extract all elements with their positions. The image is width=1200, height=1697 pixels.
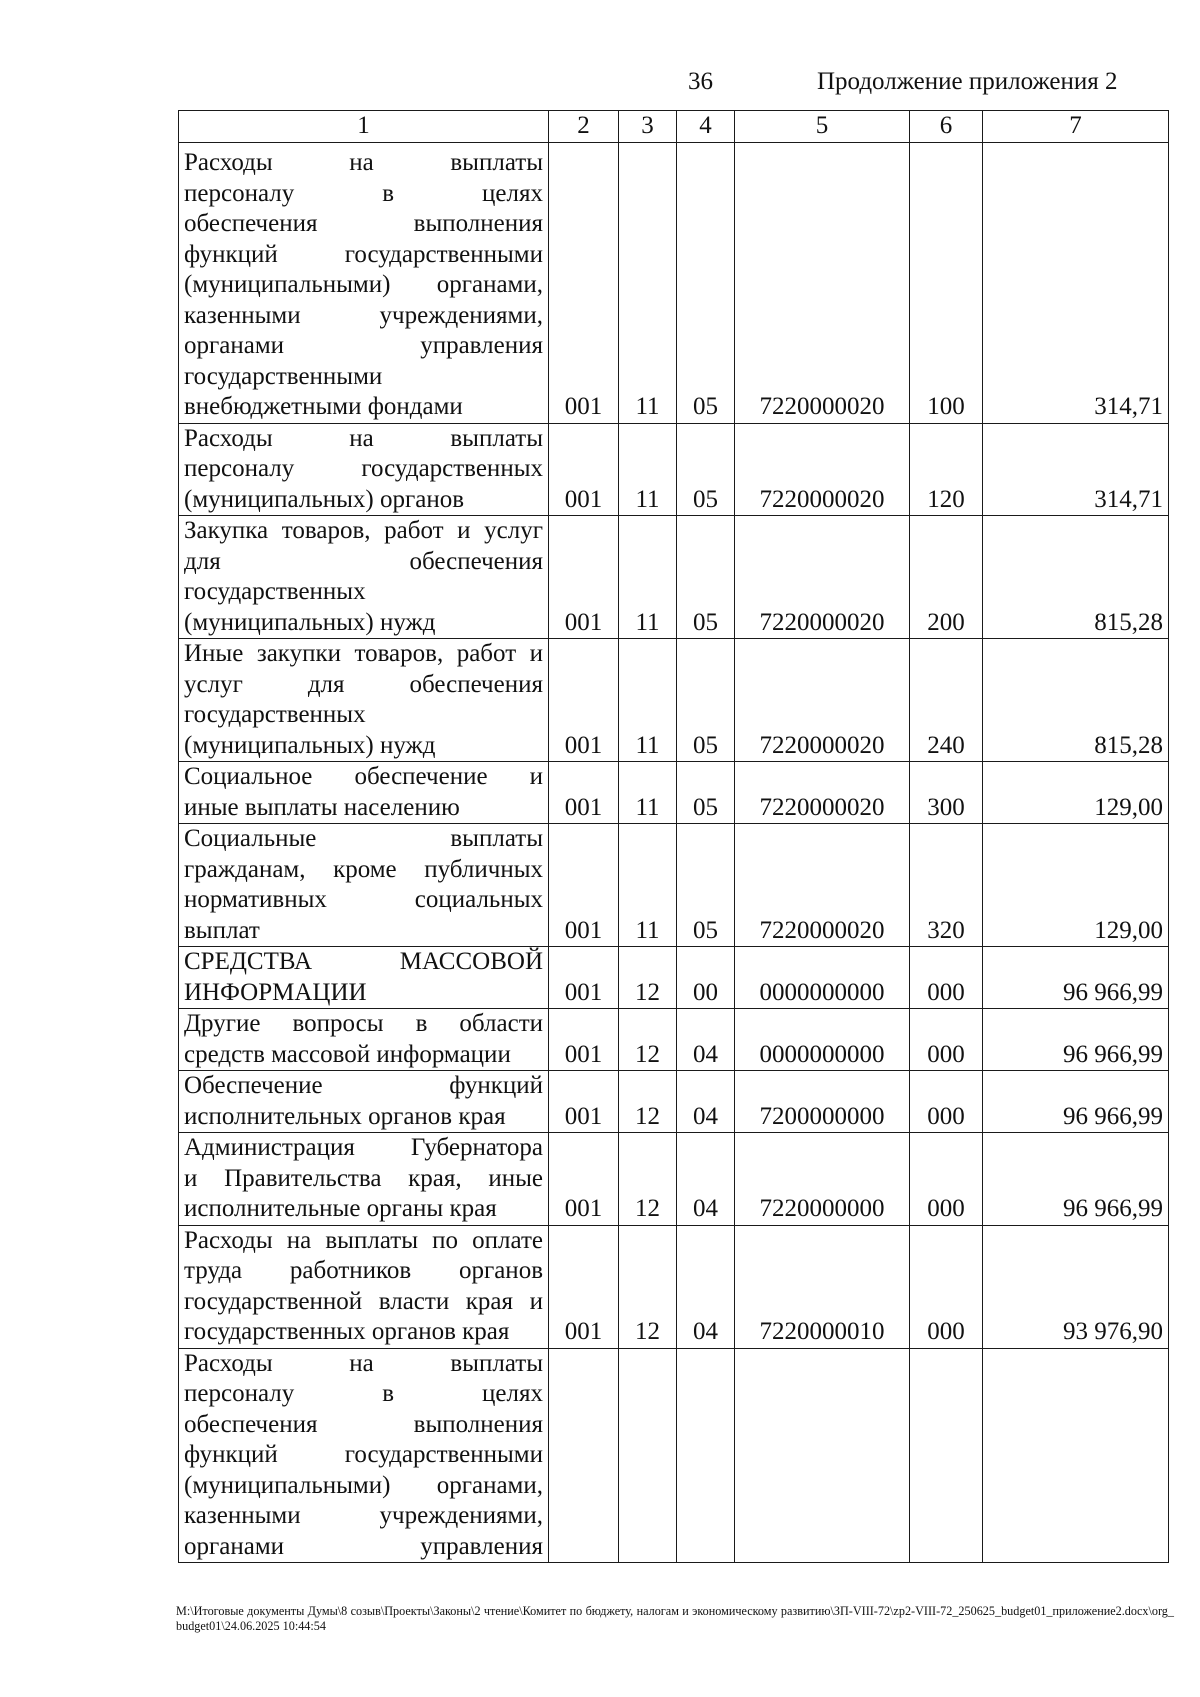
expense-name-line: функций государственными xyxy=(184,1441,543,1468)
subsection-code-cell: 05 xyxy=(677,762,735,824)
subsection-code-cell xyxy=(677,1348,735,1563)
target-article-cell: 7220000000 xyxy=(735,1133,910,1226)
subsection-code-cell: 00 xyxy=(677,947,735,1009)
column-header: 5 xyxy=(735,111,910,143)
target-article-cell: 7200000000 xyxy=(735,1071,910,1133)
expense-name-line: казенными учреждениями, xyxy=(184,1502,543,1529)
expense-type-cell: 200 xyxy=(910,516,983,639)
section-code-cell: 12 xyxy=(619,1009,677,1071)
target-article-cell: 7220000020 xyxy=(735,516,910,639)
amount-cell: 314,71 xyxy=(983,423,1169,516)
expense-name-line: иные выплаты населению xyxy=(184,793,460,821)
table-row xyxy=(179,516,1169,639)
subsection-code-cell: 04 xyxy=(677,1225,735,1348)
expense-name-cell xyxy=(179,762,549,824)
target-article-cell: 7220000020 xyxy=(735,142,910,423)
section-code-cell: 11 xyxy=(619,142,677,423)
ministry-code-cell: 001 xyxy=(549,762,619,824)
expense-name-line: Другие вопросы в области xyxy=(184,1010,543,1037)
expense-name-line: Расходы на выплаты xyxy=(184,1349,543,1377)
amount-cell: 815,28 xyxy=(983,639,1169,762)
section-code-cell: 11 xyxy=(619,423,677,516)
expense-name-line: персоналу в целях xyxy=(184,179,543,207)
expense-name-line: труда работников органов xyxy=(184,1257,543,1284)
section-code-cell: 12 xyxy=(619,1071,677,1133)
expense-name-line: органами управления xyxy=(184,332,543,359)
ministry-code-cell: 001 xyxy=(549,639,619,762)
expense-name-cell xyxy=(179,1009,549,1071)
ministry-code-cell: 001 xyxy=(549,1225,619,1348)
expense-type-cell: 000 xyxy=(910,1009,983,1071)
expense-type-cell: 000 xyxy=(910,1071,983,1133)
page-number: 36 xyxy=(688,68,713,95)
budget-table xyxy=(178,110,1169,1563)
amount-cell: 93 976,90 xyxy=(983,1225,1169,1348)
expense-name-line: внебюджетными фондами xyxy=(184,393,463,420)
amount-cell: 129,00 xyxy=(983,762,1169,824)
section-code-cell: 12 xyxy=(619,1225,677,1348)
target-article-cell xyxy=(735,1348,910,1563)
amount-cell xyxy=(983,1348,1169,1563)
expense-name-line: государственными xyxy=(184,362,383,390)
target-article-cell: 0000000000 xyxy=(735,947,910,1009)
expense-type-cell: 000 xyxy=(910,947,983,1009)
amount-cell: 96 966,99 xyxy=(983,947,1169,1009)
expense-name-line: исполнительные органы края xyxy=(184,1195,497,1222)
expense-name-line: выплат xyxy=(184,916,260,944)
expense-name-cell xyxy=(179,1071,549,1133)
ministry-code-cell: 001 xyxy=(549,142,619,423)
table-row xyxy=(179,1133,1169,1226)
amount-cell: 96 966,99 xyxy=(983,1133,1169,1226)
expense-name-line: государственных xyxy=(184,701,366,728)
expense-name-cell xyxy=(179,947,549,1009)
amount-cell: 96 966,99 xyxy=(983,1071,1169,1133)
ministry-code-cell: 001 xyxy=(549,516,619,639)
expense-name-cell xyxy=(179,142,549,423)
expense-name-line: Администрация Губернатора xyxy=(184,1134,543,1161)
column-header: 1 xyxy=(179,111,549,143)
expense-name-line: (муниципальными) органами, xyxy=(184,271,543,298)
expense-name-line: персоналу в целях xyxy=(184,1380,543,1407)
expense-type-cell: 000 xyxy=(910,1225,983,1348)
section-code-cell: 11 xyxy=(619,516,677,639)
subsection-code-cell: 05 xyxy=(677,639,735,762)
section-code-cell: 11 xyxy=(619,824,677,947)
target-article-cell: 0000000000 xyxy=(735,1009,910,1071)
column-header: 2 xyxy=(549,111,619,143)
target-article-cell: 7220000020 xyxy=(735,639,910,762)
expense-name-cell xyxy=(179,824,549,947)
expense-name-line: гражданам, кроме публичных xyxy=(184,855,543,883)
ministry-code-cell: 001 xyxy=(549,947,619,1009)
target-article-cell: 7220000020 xyxy=(735,762,910,824)
ministry-code-cell: 001 xyxy=(549,1133,619,1226)
amount-cell: 96 966,99 xyxy=(983,1009,1169,1071)
table-row xyxy=(179,1348,1169,1563)
table-row xyxy=(179,1225,1169,1348)
ministry-code-cell: 001 xyxy=(549,1009,619,1071)
expense-type-cell: 320 xyxy=(910,824,983,947)
expense-type-cell: 120 xyxy=(910,423,983,516)
target-article-cell: 7220000020 xyxy=(735,423,910,516)
table-row xyxy=(179,639,1169,762)
ministry-code-cell: 001 xyxy=(549,423,619,516)
expense-name-line: обеспечения выполнения xyxy=(184,210,543,237)
expense-name-line: казенными учреждениями, xyxy=(184,301,543,329)
expense-name-line: услуг для обеспечения xyxy=(184,670,543,698)
expense-name-line: государственных xyxy=(184,578,366,605)
expense-name-line: государственных органов края xyxy=(184,1318,510,1345)
expense-name-cell xyxy=(179,1225,549,1348)
expense-name-cell xyxy=(179,1133,549,1226)
subsection-code-cell: 04 xyxy=(677,1133,735,1226)
expense-name-cell xyxy=(179,516,549,639)
table-row xyxy=(179,762,1169,824)
expense-name-line: и Правительства края, иные xyxy=(184,1164,543,1192)
expense-name-line: (муниципальных) нужд xyxy=(184,731,436,759)
column-header: 7 xyxy=(983,111,1169,143)
table-row xyxy=(179,1009,1169,1071)
expense-name-cell xyxy=(179,1348,549,1563)
ministry-code-cell: 001 xyxy=(549,1071,619,1133)
expense-name-cell xyxy=(179,639,549,762)
expense-name-line: СРЕДСТВА МАССОВОЙ xyxy=(184,948,543,975)
expense-type-cell: 300 xyxy=(910,762,983,824)
expense-name-line: Расходы на выплаты по оплате xyxy=(184,1226,543,1254)
expense-type-cell: 240 xyxy=(910,639,983,762)
amount-cell: 129,00 xyxy=(983,824,1169,947)
expense-name-cell xyxy=(179,423,549,516)
expense-name-line: Расходы на выплаты xyxy=(184,424,543,452)
expense-name-line: персоналу государственных xyxy=(184,455,543,482)
table-row xyxy=(179,423,1169,516)
expense-type-cell: 000 xyxy=(910,1133,983,1226)
expense-name-line: органами управления xyxy=(184,1532,543,1560)
amount-cell: 314,71 xyxy=(983,142,1169,423)
column-header: 3 xyxy=(619,111,677,143)
header-row xyxy=(179,111,1169,143)
expense-type-cell xyxy=(910,1348,983,1563)
ministry-code-cell: 001 xyxy=(549,824,619,947)
expense-name-line: (муниципальными) органами, xyxy=(184,1471,543,1499)
subsection-code-cell: 04 xyxy=(677,1009,735,1071)
target-article-cell: 7220000010 xyxy=(735,1225,910,1348)
subsection-code-cell: 04 xyxy=(677,1071,735,1133)
section-code-cell: 11 xyxy=(619,762,677,824)
table-row xyxy=(179,142,1169,423)
section-code-cell xyxy=(619,1348,677,1563)
expense-name-line: государственной власти края и xyxy=(184,1287,543,1315)
expense-name-line: функций государственными xyxy=(184,240,543,268)
expense-name-line: Обеспечение функций xyxy=(184,1072,543,1099)
subsection-code-cell: 05 xyxy=(677,142,735,423)
table-row xyxy=(179,824,1169,947)
expense-name-line: (муниципальных) органов xyxy=(184,485,465,513)
expense-name-line: средств массовой информации xyxy=(184,1040,511,1068)
expense-name-line: Социальные выплаты xyxy=(184,825,543,852)
expense-name-line: обеспечения выполнения xyxy=(184,1410,543,1438)
section-code-cell: 12 xyxy=(619,947,677,1009)
subsection-code-cell: 05 xyxy=(677,824,735,947)
section-code-cell: 11 xyxy=(619,639,677,762)
subsection-code-cell: 05 xyxy=(677,516,735,639)
expense-name-line: Иные закупки товаров, работ и xyxy=(184,640,543,667)
expense-name-line: Социальное обеспечение и xyxy=(184,763,543,790)
table-row xyxy=(179,947,1169,1009)
section-code-cell: 12 xyxy=(619,1133,677,1226)
amount-cell: 815,28 xyxy=(983,516,1169,639)
subsection-code-cell: 05 xyxy=(677,423,735,516)
expense-name-line: нормативных социальных xyxy=(184,886,543,913)
ministry-code-cell xyxy=(549,1348,619,1563)
expense-name-line: Расходы на выплаты xyxy=(184,149,543,176)
expense-name-line: для обеспечения xyxy=(184,547,543,575)
expense-name-line: (муниципальных) нужд xyxy=(184,608,436,636)
column-header: 4 xyxy=(677,111,735,143)
expense-type-cell: 100 xyxy=(910,142,983,423)
continuation-title: Продолжение приложения 2 xyxy=(817,68,1118,95)
document-path-footer: M:\Итоговые документы Думы\8 созыв\Проекты\Законы\2 чтение\Комитет по бюджету, налогам и экономическому развитию\ЗП-VIII-72\zp2-VIII-72_250625_budget01_приложение2.docx\org_budget01\24.06.2025 10:44:54 xyxy=(176,1604,1174,1633)
expense-name-line: Закупка товаров, работ и услуг xyxy=(184,517,543,544)
expense-name-line: исполнительных органов края xyxy=(184,1102,506,1130)
table-row xyxy=(179,1071,1169,1133)
column-header: 6 xyxy=(910,111,983,143)
expense-name-line: ИНФОРМАЦИИ xyxy=(184,978,367,1006)
target-article-cell: 7220000020 xyxy=(735,824,910,947)
